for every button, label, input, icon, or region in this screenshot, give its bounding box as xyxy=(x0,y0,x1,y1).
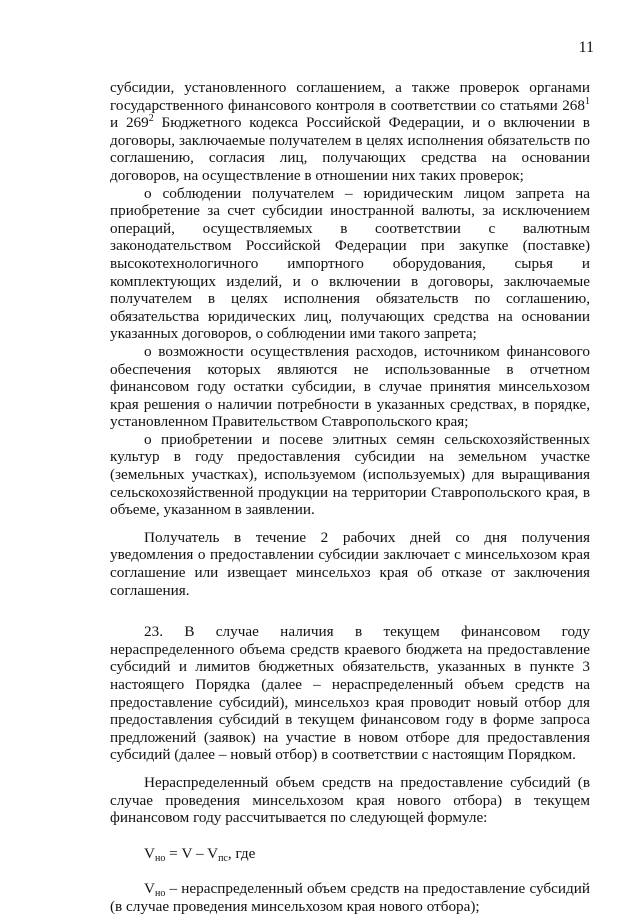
paragraph-agreement-conclusion: Получатель в течение 2 рабочих дней со дня получения уведомления о предоставлении субсидии заключает с минсельхозом края соглашение или извещает минсельхоз края об отказе от заключения соглашения. xyxy=(110,528,590,599)
paragraph-text: – нераспределенный объем средств на предоставление субсидий (в случае проведения минсельхозом края нового отбора); xyxy=(110,880,590,915)
page-number: 11 xyxy=(578,39,594,56)
subscript: но xyxy=(154,888,166,900)
paragraph-text: и 269 xyxy=(110,114,149,132)
paragraph-unused-balances: о возможности осуществления расходов, источником финансового обеспечения которых являются не использованные в отчетном финансовом году остатки субсидии, в случае принятия минсельхозом края решения о наличии потребности в указанных средствах, в порядке, установленном Правительством Ставропольского края; xyxy=(110,342,590,431)
superscript: 1 xyxy=(585,95,590,107)
formula-symbol: V xyxy=(144,844,155,862)
paragraph-variable-definition xyxy=(110,880,590,915)
formula-text: = V – V xyxy=(165,844,219,862)
paragraph-formula-intro: Нераспределенный объем средств на предоставление субсидий (в случае проведения минсельхозом края нового отбора) в текущем финансовом году рассчитывается по следующей формуле: xyxy=(110,773,590,827)
paragraph-section-23: 23. В случае наличия в текущем финансовом году нераспределенного объема средств краевого бюджета на предоставление субсидий и лимитов бюджетных обязательств, указанных в пункте 3 настоящего Порядка (далее – нераспределенный объем средств на предоставление субсидий), минсельхоз края проводит новый отбор для предоставления субсидий в текущем финансовом году в форме запроса предложений (заявок) на участие в новом отборе для предоставления субсидий (далее – новый отбор) в соответствии с настоящим Порядком. xyxy=(110,623,590,764)
paragraph-elite-seeds: о приобретении и посеве элитных семян сельскохозяйственных культур в году предоставления субсидии на земельном участке (земельных участках), используемом (используемых) для выращивания сельскохозяйственной продукции на территории Ставропольского края, в объеме, указанном в заявлении. xyxy=(110,430,590,519)
formula xyxy=(110,845,590,863)
paragraph-verification-consent xyxy=(110,79,590,185)
paragraph-text: субсидии, установленного соглашением, а также проверок органами государственного финансового контроля в соответствии со статьями 268 xyxy=(110,79,590,114)
subscript: пс xyxy=(218,852,228,864)
formula-text: , где xyxy=(227,844,256,862)
subscript: но xyxy=(154,852,166,864)
superscript: 2 xyxy=(148,113,154,125)
formula-symbol: V xyxy=(144,880,155,898)
paragraph-text: Бюджетного кодекса Российской Федерации, и о включении в договоры, заключаемые получателем в целях исполнения обязательств по соглашению, согласия лиц, получающих средства на основании договоров, на осуществление в отношении них таких проверок; xyxy=(110,114,590,184)
document-body xyxy=(110,79,590,916)
paragraph-foreign-currency-ban: о соблюдении получателем – юридическим лицом запрета на приобретение за счет субсидии иностранной валюты, за исключением операций, осуществляемых в соответствии с валютным законодательством Российской Федерации при закупке (поставке) высокотехнологичного импортного оборудования, сырья и комплектующих изделий, и о включении в договоры, заключаемые получателем в целях исполнения обязательств по соглашению, обязательства юридических лиц, получающих средства на основании указанных договоров, о соблюдении ими такого запрета; xyxy=(110,184,590,343)
